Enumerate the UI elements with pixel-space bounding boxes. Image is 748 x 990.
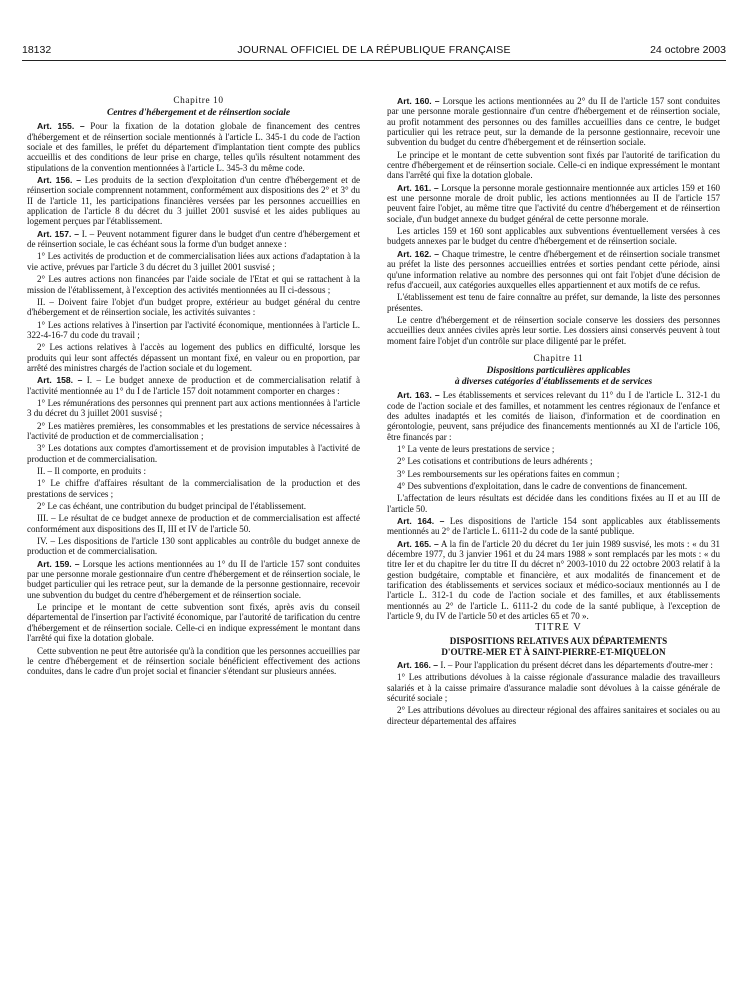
- paragraph: Les articles 159 et 160 sont applicables aux subventions éventuellement versées à ces budgets annexes par le budget du centre d'hébergement et de réinsertion sociale.: [387, 226, 720, 247]
- article-164: [387, 516, 720, 537]
- chapter-title-line: à diverses catégories d'établissements et de services: [454, 377, 653, 388]
- paragraph: Cette subvention ne peut être autorisée qu'à la condition que les personnes accueillies par le centre d'hébergement et de réinsertion sociale bénéficient effectivement des actions conduites, dans le cadre d'un projet social et financier s'étendant sur plusieurs années.: [27, 645, 360, 677]
- article-text: A la fin de l'article 20 du décret du 1er juin 1989 susvisé, les mots : « du 31 décembre 1977, du 3 janvier 1961 et du 24 mars 1988 » sont remplacés par les mots : « du titre Ier et du chapitre Ier du titre II du décret n° 2003-1010 du 22 octobre 2003 relatif à la gestion budgétaire, comptable et financière, et aux modalités de financement et de tarification des établissements et services sociaux et médico-sociaux mentionnés au I de l'article L. 312-1 du code de l'action sociale et des familles, et aux établissements mentionnés au 2° de l'article L. 6111-2 du code de la santé publique, à l'exception de l'article 9, du IV de l'article 50 et des articles 65 et 70 ».: [387, 538, 720, 622]
- article-163: [387, 390, 720, 442]
- article-text: I. – Peuvent notamment figurer dans le budget d'un centre d'hébergement et de réinsertion sociale, le cas échéant sous la forme d'un budget annexe :: [27, 228, 360, 250]
- article-text: Les dispositions de l'article 154 sont applicables aux établissements mentionnés au 2° de l'article L. 6111-2 du code de la santé publique.: [387, 516, 721, 537]
- article-166: [387, 660, 720, 670]
- article-162: [387, 249, 720, 290]
- article-text: Les produits de la section d'exploitation d'un centre d'hébergement et de réinsertion sociale comprennent notamment, conformément aux dispositions des 2° et 3° du II de l'article 11, les participations financières versées par les personnes accueillies en application de l'article 8 du décret du 3 juillet 2001 susvisé et les aides publiques au logement perçues par l'établissement.: [27, 175, 360, 227]
- paragraph: 1° Le chiffre d'affaires résultant de la commercialisation de la production et des prestations de services ;: [27, 478, 360, 499]
- chapter-heading: Chapitre 10: [173, 96, 224, 106]
- paragraph: 3° Les dotations aux comptes d'amortissement et de provision imputables à l'activité de production et de commercialisation.: [27, 443, 360, 464]
- article-text: Les établissements et services relevant du 11° du I de l'article L. 312-1 du code de l'action sociale et des familles, et notamment les centres régionaux de l'enfance et des adultes inadaptés et les comités de liaison, d'information et de coordination en gérontologie, peuvent, sans préjudice des financements mentionnés au XI de l'article 106, être financés par :: [387, 390, 720, 442]
- chapter-title: [387, 366, 720, 388]
- article-161: [387, 183, 720, 224]
- title-subject-line: DISPOSITIONS RELATIVES AUX DÉPARTEMENTS: [449, 635, 668, 646]
- paragraph: L'affectation de leurs résultats est décidée dans les conditions fixées au II et au III de l'article 50.: [387, 493, 720, 514]
- right-column: [387, 96, 720, 728]
- article-155: [27, 121, 360, 173]
- article-text: Pour la fixation de la dotation globale de financement des centres d'hébergement et de réinsertion sociale mentionnés à l'article L. 345-1 du code de l'action sociale et des familles, le préfet du département d'implantation tient compte des publics accueillis et des conditions de leur prise en charge, telles qu'ils résultent notamment des stipulations de la convention mentionnées à l'article L. 345-3 du même code.: [27, 121, 360, 173]
- paragraph: L'établissement est tenu de faire connaître au préfet, sur demande, la liste des personnes présentes.: [387, 292, 720, 313]
- paragraph: 2° Les attributions dévolues au directeur régional des affaires sanitaires et sociales ou au directeur départemental des affaires: [387, 705, 720, 726]
- title-subject: [387, 636, 720, 658]
- article-text: Chaque trimestre, le centre d'hébergement et de réinsertion sociale transmet au préfet la liste des personnes accueillies entrées et sorties pendant cette période, ainsi qu'une information relative au nombre des personnes qui ont fait l'objet d'une décision de refus d'accueil, aux catégories auxquelles elles appartiennent et aux motifs de ce refus.: [387, 248, 720, 290]
- journal-title: JOURNAL OFFICIEL DE LA RÉPUBLIQUE FRANÇAISE: [237, 44, 511, 56]
- article-number: Art. 156. –: [37, 175, 82, 186]
- article-number: Art. 163. –: [397, 390, 440, 401]
- paragraph: Le principe et le montant de cette subvention sont fixés par l'autorité de tarification du centre d'hébergement et de réinsertion sociale. Celle-ci en indique expressément le montant dans l'arrêté qui fixe la dotation globale.: [387, 149, 720, 181]
- article-text: I. – Le budget annexe de production et de commercialisation relatif à l'activité mentionnée au 1° du I de l'article 157 doit notamment comporter en charges :: [27, 375, 360, 396]
- paragraph: Le centre d'hébergement et de réinsertion sociale conserve les dossiers des personnes accueillies deux années civiles après leur sortie. Les dossiers ainsi conservés peuvent à tout moment faire l'objet d'un contrôle sur place diligenté par le préfet.: [387, 314, 720, 346]
- paragraph: 1° Les activités de production et de commercialisation liées aux actions d'adaptation à la vie active, prévues par l'article 3 du décret du 3 juillet 2001 susvisé ;: [27, 251, 360, 272]
- chapter-title-line: Dispositions particulières applicables: [486, 366, 631, 377]
- article-text: I. – Pour l'application du présent décret dans les départements d'outre-mer :: [440, 659, 713, 670]
- paragraph: II. – Il comporte, en produits :: [37, 466, 147, 476]
- article-number: Art. 159. –: [37, 558, 80, 569]
- article-160: [387, 96, 720, 148]
- paragraph: 1° Les rémunérations des personnes qui prennent part aux actions mentionnées à l'article 3 du décret du 3 juillet 2001 susvisé ;: [27, 397, 360, 419]
- header-rule: [22, 60, 726, 61]
- left-column: [27, 96, 360, 679]
- article-number: Art. 164. –: [397, 516, 445, 527]
- article-text: Lorsque la personne morale gestionnaire mentionnée aux articles 159 et 160 est une personne morale de droit public, les actions mentionnées au II de l'article 157 peuvent faire l'objet, au même titre que l'activité du centre d'hébergement et de réinsertion sociale, d'un budget annexe du budget général de cette personne morale.: [387, 182, 720, 224]
- article-159: [27, 559, 360, 600]
- paragraph: 2° Le cas échéant, une contribution du budget principal de l'établissement.: [37, 501, 307, 512]
- chapter-title: Centres d'hébergement et de réinsertion sociale: [106, 108, 291, 119]
- title-heading: TITRE V: [535, 622, 582, 634]
- article-number: Art. 165. –: [397, 538, 439, 549]
- paragraph: 1° Les actions relatives à l'insertion par l'activité économique, mentionnées à l'article L. 322-4-16-7 du code du travail ;: [27, 319, 360, 340]
- article-number: Art. 162. –: [397, 248, 440, 259]
- article-text: Lorsque les actions mentionnées au 2° du II de l'article 157 sont conduites par une personne morale gestionnaire d'un centre d'hébergement et de réinsertion sociale, au profit notamment des personnes ou des familles accueillies dans ce centre, le budget particulier qui les retrace peut, sur la demande de la personne gestionnaire, recevoir une subvention du budget du centre d'hébergement et de réinsertion sociale.: [387, 96, 720, 148]
- article-157: [27, 229, 360, 250]
- paragraph: 1° La vente de leurs prestations de service ;: [397, 443, 555, 454]
- chapter-heading: Chapitre 11: [533, 353, 584, 364]
- article-number: Art. 158. –: [37, 375, 83, 386]
- paragraph: 2° Les cotisations et contributions de leurs adhérents ;: [397, 456, 593, 467]
- article-165: [387, 539, 720, 622]
- paragraph: 2° Les matières premières, les consommables et les prestations de service nécessaires à l'activité de production et de commercialisation ;: [27, 420, 360, 441]
- paragraph: Le principe et le montant de cette subvention sont fixés, après avis du conseil départemental de l'insertion par l'activité économique, par l'autorité de tarification du centre d'hébergement et de réinsertion sociale. Celle-ci en indique expressément le montant dans l'arrêté qui fixe la dotation globale.: [27, 602, 360, 644]
- paragraph: 2° Les autres actions non financées par l'aide sociale de l'Etat et qui se rattachent à la mission de l'établissement, à l'exception des activités mentionnées au II ci-dessous ;: [27, 274, 360, 295]
- article-number: Art. 155. –: [37, 121, 85, 132]
- article-number: Art. 157. –: [37, 228, 79, 239]
- article-number: Art. 160. –: [397, 96, 440, 106]
- article-number: Art. 161. –: [397, 182, 439, 193]
- paragraph: 1° Les attributions dévolues à la caisse régionale d'assurance maladie des travailleurs salariés et à la caisse primaire d'assurance maladie sont dévolues à la caisse générale de sécurité sociale ;: [387, 672, 720, 703]
- article-number: Art. 166. –: [397, 659, 439, 670]
- paragraph: II. – Doivent faire l'objet d'un budget propre, extérieur au budget général du centre d'hébergement et de réinsertion sociale, les activités suivantes :: [27, 296, 360, 318]
- article-156: [27, 175, 360, 227]
- paragraph: III. – Le résultat de ce budget annexe de production et de commercialisation est affecté conformément aux dispositions des II, III et IV de l'article 50.: [27, 513, 360, 534]
- title-subject-line: D'OUTRE-MER ET À SAINT-PIERRE-ET-MIQUELON: [441, 646, 666, 657]
- paragraph: IV. – Les dispositions de l'article 130 sont applicables au contrôle du budget annexe de production et de commercialisation.: [27, 536, 360, 557]
- paragraph: 2° Les actions relatives à l'accès au logement des publics en difficulté, lorsque les produits qui leur sont affectés dépassent un montant fixé, en valeur ou en proportion, par arrêté des ministres chargés de l'action sociale et du logement.: [27, 342, 360, 373]
- publication-date: 24 octobre 2003: [650, 44, 726, 56]
- article-158: [27, 375, 360, 396]
- article-text: Lorsque les actions mentionnées au 1° du II de l'article 157 sont conduites par une personne morale gestionnaire d'un centre d'hébergement et de réinsertion sociale, le budget particulier qui les retrace peut, sur la demande de la personne gestionnaire, recevoir une subvention du budget du centre d'hébergement et de réinsertion sociale.: [27, 558, 360, 600]
- paragraph: 4° Des subventions d'exploitation, dans le cadre de conventions de financement.: [397, 481, 688, 491]
- paragraph: 3° Les remboursements sur les opérations faites en commun ;: [397, 468, 620, 479]
- page-number: 18132: [22, 44, 52, 56]
